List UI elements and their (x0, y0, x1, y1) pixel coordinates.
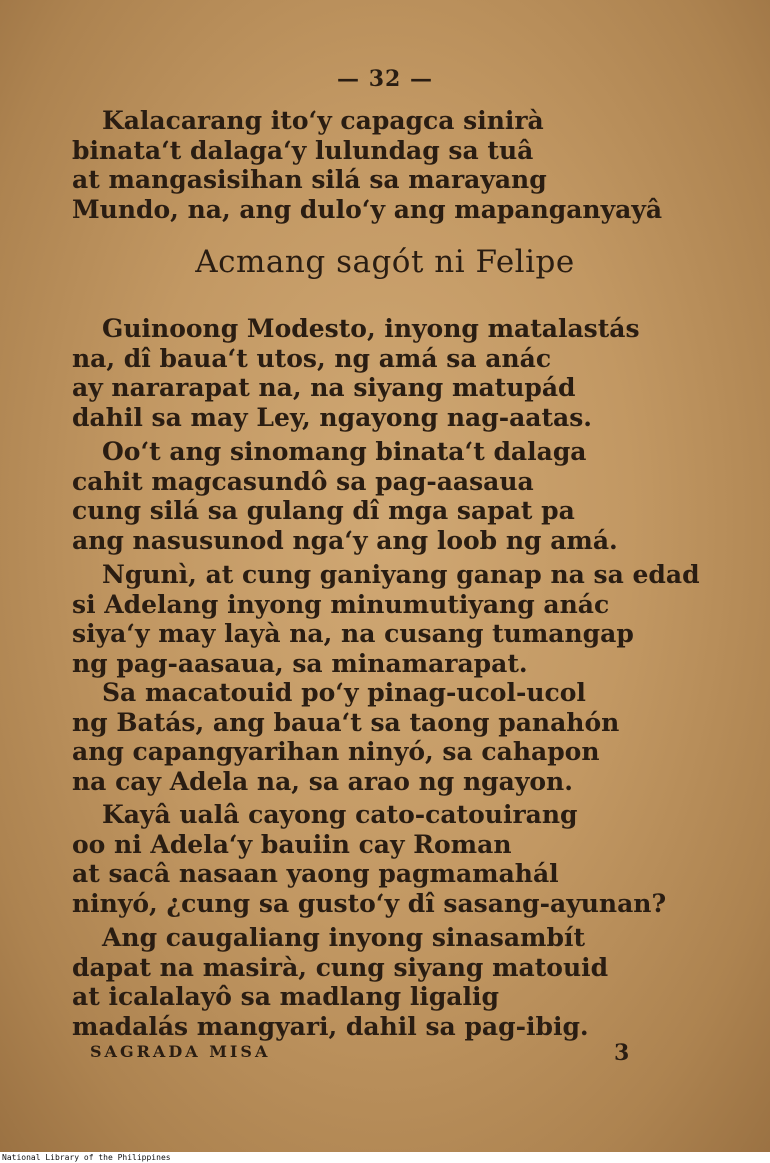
verse-line: ng Batás, ang baua‘t sa taong panahón (72, 707, 620, 737)
verse-line: Kalacarang ito‘y capagca sinirà (102, 106, 544, 135)
verse-line: at sacâ nasaan yaong pagmamahál (72, 859, 559, 889)
stanza-4 (72, 678, 692, 796)
stanza-5 (72, 800, 692, 918)
verse-line: ang nasusunod nga‘y ang loob ng amá. (72, 525, 618, 555)
verse-line: binata‘t dalaga‘y lulundag sa tuâ (72, 135, 534, 165)
verse-line: ng pag-aasaua, sa minamarapat. (72, 648, 528, 678)
top-stanza (72, 106, 692, 224)
verse-line: Kayâ ualâ cayong cato-catouirang (102, 800, 578, 829)
verse-line: dapat na masirà, cung siyang matouid (72, 952, 609, 982)
verse-line: Guinoong Modesto, inyong matalastás (102, 314, 640, 343)
verse-line: oo ni Adela‘y bauiin cay Roman (72, 829, 512, 859)
verse-line: at icalalayô sa madlang ligalig (72, 982, 499, 1012)
verse-line: siya‘y may layà na, na cusang tumangap (72, 619, 634, 649)
verse-line: Ngunì, at cung ganiyang ganap na sa edad (102, 560, 700, 589)
verse-line: cung silá sa gulang dî mga sapat pa (72, 496, 575, 526)
verse-line: Sa macatouid po‘y pinag-ucol-ucol (102, 678, 586, 707)
verse-line: dahil sa may Ley, ngayong nag-aatas. (72, 402, 593, 432)
verse-line: ninyó, ¿cung sa gusto‘y dî sasang-ayunan? (72, 888, 667, 918)
verse-line: Oo‘t ang sinomang binata‘t dalaga (102, 437, 587, 466)
verse-line: na cay Adela na, sa arao ng ngayon. (72, 766, 573, 796)
verse-line: at mangasisihan silá sa marayang (72, 165, 547, 195)
signature-mark: 3 (614, 1040, 630, 1066)
stanza-2 (72, 437, 692, 555)
stanza-1 (72, 314, 692, 432)
stanza-6 (72, 923, 692, 1041)
page-number: — 32 — (337, 66, 433, 92)
verse-line: Mundo, na, ang dulo‘y ang mapanganyayâ (72, 194, 663, 224)
stanza-3 (72, 560, 700, 678)
verse-line: ang capangyarihan ninyó, sa cahapon (72, 737, 600, 767)
verse-line: cahit magcasundô sa pag-aasaua (72, 466, 534, 496)
verse-line: Ang caugaliang inyong sinasambít (102, 923, 586, 952)
verse-line: madalás mangyari, dahil sa pag-ibig. (72, 1011, 589, 1041)
footer-credit: National Library of the Philippines (2, 1153, 171, 1162)
verse-line: na, dî baua‘t utos, ng amá sa anác (72, 343, 552, 373)
running-title: SAGRADA MISA (90, 1042, 271, 1061)
verse-line: si Adelang inyong minumutiyang anác (72, 589, 610, 619)
section-heading: Acmang sagót ni Felipe (195, 244, 575, 280)
verse-line: ay nararapat na, na siyang matupád (72, 373, 576, 403)
